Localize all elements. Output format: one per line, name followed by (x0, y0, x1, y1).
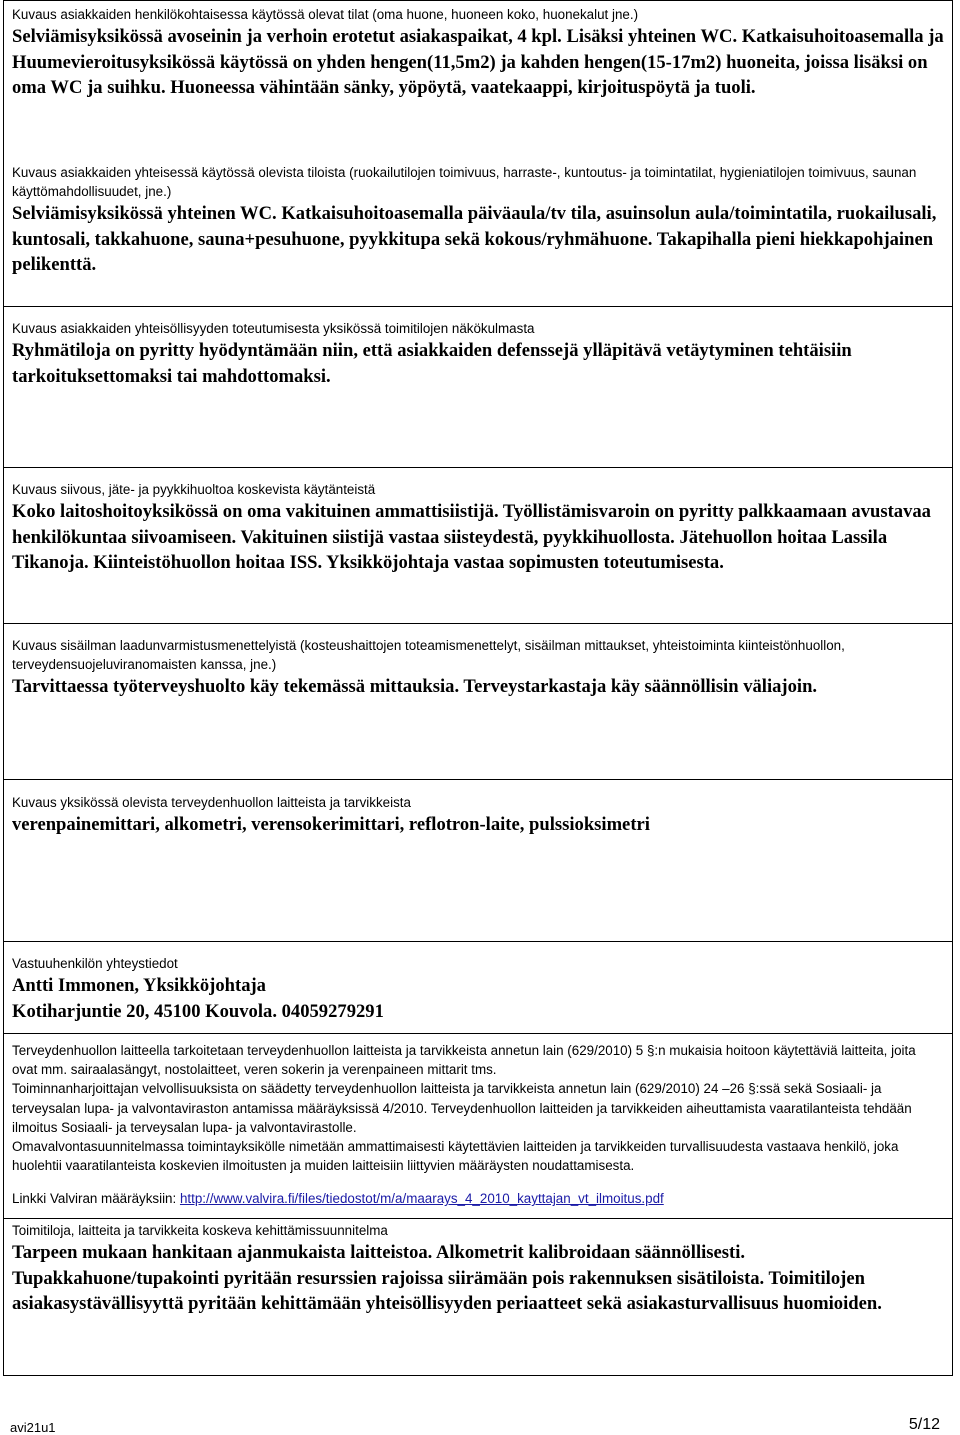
section-development (4, 1221, 952, 1317)
section-label: Kuvaus sisäilman laadunvarmistusmenettelyistä (kosteushaittojen toteamismenettelyt, sisäilman mittaukset, yhteistoiminta kiinteistönhuollon, terveydensuojeluviranomaisten kanssa, jne.) (12, 638, 845, 672)
section-answer: Koko laitoshoitoyksikössä on oma vakituinen ammattisiistijä. Työllistämisvaroin on pyritty palkkaamaan avustavaa henkilökuntaa siivoamiseen. Vakituinen siistijä vastaa siisteydestä, pyykkihuollosta. Jätehuollon hoitaa Lassila Tikanoja. Kiinteistöhuollon hoitaa ISS. Yksikköjohtaja vastaa sopimusten toteutumisesta. (12, 501, 931, 573)
contact-address: Kotiharjuntie 20, 45100 Kouvola. 04059279291 (12, 1000, 384, 1022)
section-devices (4, 793, 952, 838)
page-number: 5/12 (908, 1416, 940, 1433)
link-line (12, 1189, 944, 1208)
doc-code: avi21u1 (10, 1420, 56, 1435)
form-frame (3, 0, 953, 1376)
section-divider (4, 306, 952, 307)
note-paragraph: Toiminnanharjoittajan velvollisuuksista on säädetty terveydenhuollon laitteista ja tarvikkeista annetun lain (629/2010) 24 –26 §:ssä sekä Sosiaali- ja terveysalan lupa- ja valvontaviraston antamissa määräyksissä 4/2010. Terveydenhuollon laitteiden ja tarvikkeiden aiheuttamista vaaratilanteista tehdään ilmoitus Sosiaali- ja terveysalan lupa- ja valvontavirastolle. (12, 1081, 912, 1135)
section-label: Kuvaus asiakkaiden yhteisessä käytössä olevista tiloista (ruokailutilojen toimivuus, harraste-, kuntoutus- ja toimintatilat, hygieniatilojen toimivuus, saunan käyttömahdollisuudet, jne.) (12, 165, 917, 199)
section-private-spaces (4, 5, 952, 101)
note-paragraph: Omavalvontasuunnitelmassa toimintayksikölle nimetään ammattimaisesti käytettävien laitteiden ja tarvikkeiden turvallisuudesta vastaava henkilö, joka huolehtii vaaratilanteista koskevien ilmoitusten ja muiden laitteisiin liittyvien määräysten noudattamisesta. (12, 1139, 899, 1174)
section-divider (4, 623, 952, 624)
note-paragraph: Terveydenhuollon laitteella tarkoitetaan terveydenhuollon laitteista ja tarvikkeista annetun lain (629/2010) 5 §:n mukaisia hoitoon käytettäviä laitteita, joita ovat mm. sairaalasängyt, nostolaitteet, veren sokerin ja verenpaineen mittarit tms. (12, 1043, 916, 1078)
section-notes (4, 1041, 952, 1209)
section-label: Kuvaus asiakkaiden yhteisöllisyyden toteutumisesta yksikössä toimitilojen näkökulmasta (12, 321, 535, 336)
section-community (4, 319, 952, 389)
section-label: Kuvaus siivous, jäte- ja pyykkihuoltoa koskevista käytänteistä (12, 482, 376, 497)
section-divider (4, 467, 952, 468)
link-label: Linkki Valviran määräyksiin: (12, 1191, 177, 1207)
section-answer: Tarvittaessa työterveyshuolto käy tekemässä mittauksia. Terveystarkastaja käy säännöllisin väliajoin. (12, 676, 818, 697)
section-divider (4, 1218, 952, 1219)
contact-name: Antti Immonen, Yksikköjohtaja (12, 975, 266, 996)
section-answer: Selviämisyksikössä yhteinen WC. Katkaisuhoitoasemalla päiväaula/tv tila, asuinsolun aula/toimintatila, ruokailusali, kuntosali, takkahuone, sauna+pesuhuone, pyykkitupa sekä kokous/ryhmähuone. Takapihalla pieni hiekkapohjainen pelikenttä. (12, 203, 937, 275)
section-label: Kuvaus yksikössä olevista terveydenhuollon laitteista ja tarvikkeista (12, 795, 411, 810)
section-label: Toimitiloja, laitteita ja tarvikkeita koskeva kehittämissuunnitelma (12, 1223, 388, 1238)
section-answer: verenpainemittari, alkometri, verensokerimittari, reflotron-laite, pulssioksimetri (12, 814, 650, 835)
section-label: Kuvaus asiakkaiden henkilökohtaisessa käytössä olevat tilat (oma huone, huoneen koko, huonekalut jne.) (12, 7, 639, 22)
section-divider (4, 941, 952, 942)
section-divider (4, 779, 952, 780)
section-answer: Tarpeen mukaan hankitaan ajanmukaista laitteistoa. Alkometrit kalibroidaan säännöllisesti. Tupakkahuone/tupakointi pyritään resurssien rajoissa siirämään pois rakennuksen sisätiloista. Toimitilojen asiakasystävällisyyttä pyritään kehittämään yhteisöllisyyden periaatteet sekä asiakasturvallisuus huomioiden. (12, 1242, 882, 1314)
section-shared-spaces (4, 163, 952, 278)
section-label: Vastuuhenkilön yhteystiedot (12, 956, 178, 971)
valvira-link[interactable]: http://www.valvira.fi/files/tiedostot/m/a/maarays_4_2010_kayttajan_vt_ilmoitus.pdf (179, 1191, 664, 1207)
section-indoor-air (4, 636, 952, 700)
section-cleaning (4, 480, 952, 576)
section-contact (4, 954, 952, 1024)
section-answer: Ryhmätiloja on pyritty hyödyntämään niin, että asiakkaiden defenssejä ylläpitävä vetäytyminen tehtäisiin tarkoituksettomaksi tai mahdottomaksi. (12, 340, 852, 387)
section-answer: Selviämisyksikössä avoseinin ja verhoin erotetut asiakaspaikat, 4 kpl. Lisäksi yhteinen WC. Katkaisuhoitoasemalla ja Huumevieroitusyksikössä käytössä on yhden hengen(11,5m2) ja kahden hengen(15-17m2) huoneita, joissa lisäksi on oma WC ja suihku. Huoneessa vähintään sänky, yöpöytä, vaatekaappi, kirjoituspöytä ja tuoli. (12, 26, 944, 98)
section-divider (4, 1033, 952, 1034)
